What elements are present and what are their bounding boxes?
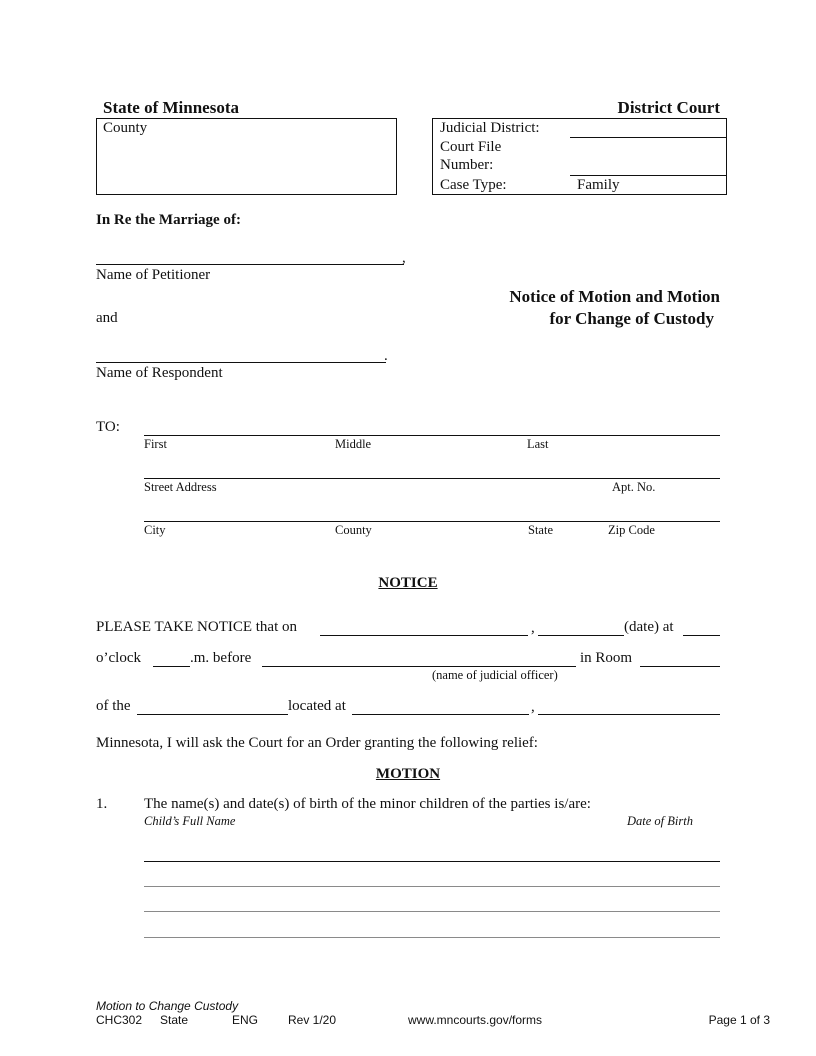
footer-revision: Rev 1/20 [288,1013,337,1027]
county-label: County [103,120,148,136]
first-name-label: First [144,437,167,451]
county-sub-label: County [335,523,372,537]
petitioner-label: Name of Petitioner [96,267,211,283]
court-file-label-2: Number: [440,157,494,173]
case-type-label: Case Type: [440,177,507,193]
zip-code-label: Zip Code [608,523,655,537]
middle-name-label: Middle [335,437,372,451]
child-row-4-field[interactable] [144,937,720,938]
footer-url[interactable]: www.mncourts.gov/forms [408,1013,543,1027]
of-the-text: of the [96,698,131,714]
hearing-date-field[interactable] [320,635,528,636]
courthouse-name-field[interactable] [137,714,288,715]
doc-title-line2: for Change of Custody [549,309,714,328]
respondent-period: . [384,348,388,364]
address-comma: , [531,699,535,715]
m-before-text: .m. before [190,650,252,666]
case-info-box [432,118,727,195]
item-number-1: 1. [96,796,108,812]
hearing-year-field[interactable] [538,635,624,636]
oclock-text: o’clock [96,650,141,666]
child-row-3-field[interactable] [144,911,720,912]
take-notice-text: PLEASE TAKE NOTICE that on [96,619,298,635]
court-heading: District Court [617,98,720,117]
judicial-officer-field[interactable] [262,666,576,667]
date-at-text: (date) at [624,619,674,635]
in-room-text: in Room [580,650,633,666]
doc-title-line1: Notice of Motion and Motion [509,287,720,306]
courthouse-address-field[interactable] [352,714,529,715]
child-name-column-header: Child’s Full Name [144,814,236,828]
am-pm-field[interactable] [153,666,190,667]
and-label: and [96,310,118,326]
located-at-text: located at [288,698,346,714]
case-type-value: Family [577,177,620,193]
dob-column-header: Date of Birth [627,814,693,828]
petitioner-comma: , [402,250,406,266]
date-comma: , [531,620,535,636]
city-state-zip-field[interactable] [144,521,720,522]
petitioner-name-field[interactable] [96,264,404,265]
to-name-field[interactable] [144,435,720,436]
state-label: State [528,523,553,537]
motion-heading: MOTION [375,766,441,782]
item-1-text: The name(s) and date(s) of birth of the minor children of the parties is/are: [144,796,591,812]
hearing-hour-field[interactable] [683,635,720,636]
child-row-2-field[interactable] [144,886,720,887]
court-file-number-field[interactable] [570,175,726,176]
court-file-label-1: Court File [440,139,502,155]
footer-language: ENG [232,1013,259,1027]
footer-form-title: Motion to Change Custody [96,999,239,1013]
footer-form-code: CHC302 [96,1013,143,1027]
courthouse-city-field[interactable] [538,714,720,715]
footer-page-number: Page 1 of 3 [708,1013,770,1027]
county-box[interactable] [96,118,397,195]
minnesota-relief-text: Minnesota, I will ask the Court for an Order granting the following relief: [96,735,538,751]
notice-heading: NOTICE [378,575,438,591]
room-number-field[interactable] [640,666,720,667]
street-address-label: Street Address [144,480,217,494]
last-name-label: Last [527,437,549,451]
street-address-field[interactable] [144,478,720,479]
judicial-district-label: Judicial District: [440,120,540,136]
respondent-label: Name of Respondent [96,365,223,381]
to-label: TO: [96,419,120,435]
in-re-heading: In Re the Marriage of: [96,212,241,228]
child-row-1-field[interactable] [144,861,720,862]
judicial-district-field[interactable] [570,137,726,138]
footer-state: State [160,1013,189,1027]
state-heading: State of Minnesota [103,98,239,117]
apt-no-label: Apt. No. [612,480,656,494]
respondent-name-field[interactable] [96,362,386,363]
city-label: City [144,523,166,537]
judicial-officer-caption: (name of judicial officer) [432,668,558,682]
